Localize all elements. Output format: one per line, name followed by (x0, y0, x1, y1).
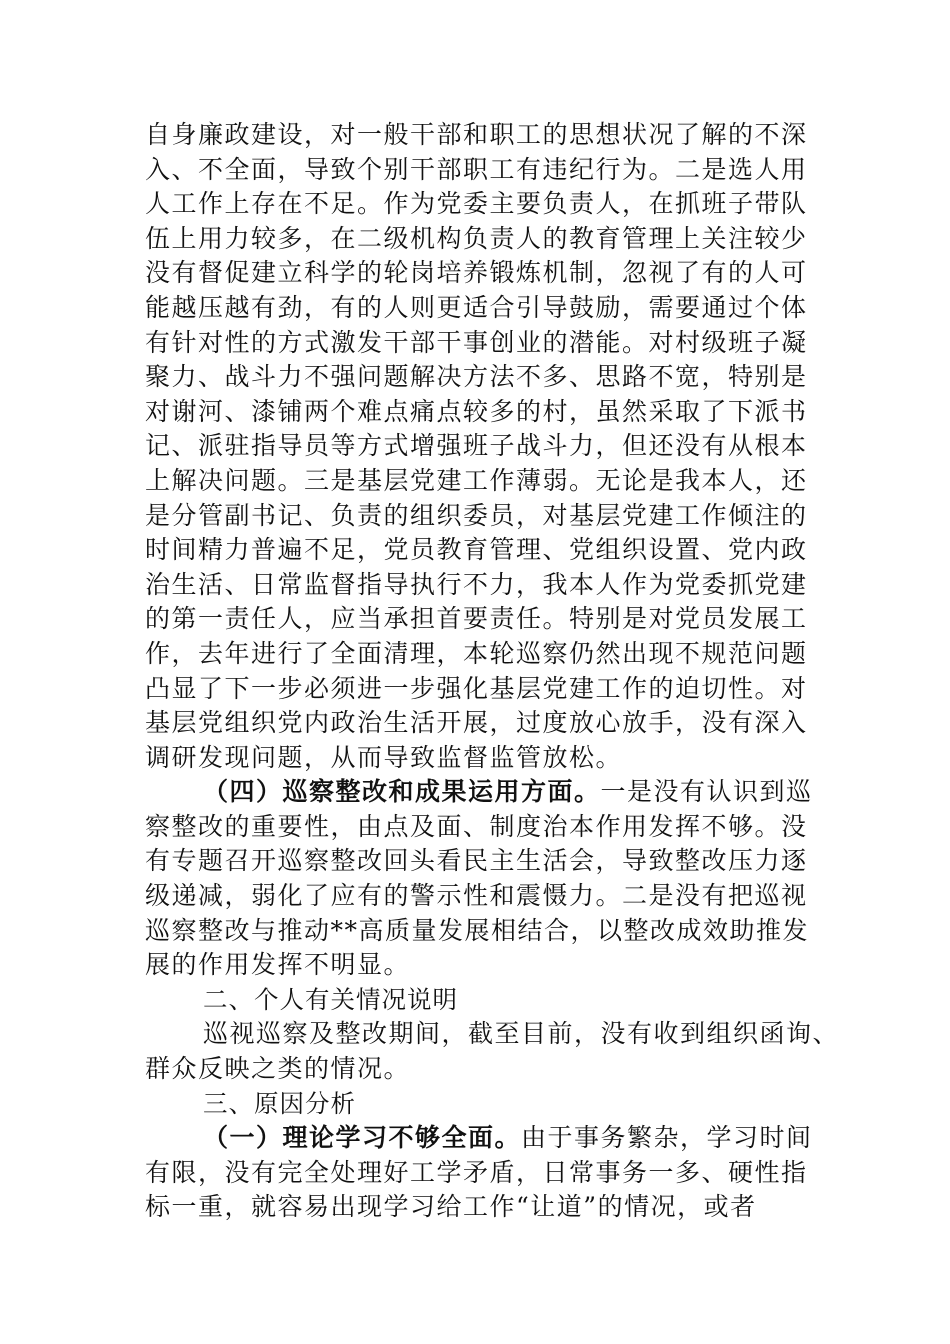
paragraph-line: 的第一责任人，应当承担首要责任。特别是对党员发展工 (145, 604, 808, 634)
paragraph-lead-heading: （一）理论学习不够全面。 (203, 1123, 522, 1153)
paragraph-line: 时间精力普遍不足，党员教育管理、党组织设置、党内政 (145, 535, 808, 565)
paragraph-line: 聚力、战斗力不强问题解决方法不多、思路不宽，特别是 (145, 362, 808, 392)
paragraph-line: 没有督促建立科学的轮岗培养锻炼机制，忽视了有的人可 (145, 258, 808, 288)
paragraph-line: 治生活、日常监督指导执行不力，我本人作为党委抓党建 (145, 569, 808, 599)
paragraph-line: 察整改的重要性，由点及面、制度治本作用发挥不够。没 (145, 811, 808, 841)
section-heading: 三、原因分析 (203, 1088, 356, 1118)
paragraph-line: 伍上用力较多，在二级机构负责人的教育管理上关注较少 (145, 223, 808, 253)
paragraph-first-line (145, 1121, 825, 1156)
paragraph-line: 标一重，就容易出现学习给工作“让道”的情况，或者 (145, 1192, 757, 1222)
paragraph-line: 自身廉政建设，对一般干部和职工的思想状况了解的不深 (145, 120, 808, 149)
paragraph-line: 巡察整改与推动**高质量发展相结合，以整改成效助推发 (145, 915, 810, 945)
paragraph-text: 一是没有认识到巡 (600, 777, 813, 807)
paragraph-line: 级递减，弱化了应有的警示性和震慑力。二是没有把巡视 (145, 881, 808, 911)
paragraph-line: 有限，没有完全处理好工学矛盾，日常事务一多、硬性指 (145, 1157, 808, 1187)
paragraph-line: 基层党组织党内政治生活开展，过度放心放手，没有深入 (145, 708, 808, 738)
paragraph-line: 凸显了下一步必须进一步强化基层党建工作的迫切性。对 (145, 673, 808, 703)
paragraph-line: 有专题召开巡察整改回头看民主生活会，导致整改压力逐 (145, 846, 808, 876)
paragraph-text: 由于事务繁杂，学习时间 (521, 1123, 813, 1153)
paragraph-line: 展的作用发挥不明显。 (145, 950, 411, 980)
paragraph-first-line: 巡视巡察及整改期间，截至目前，没有收到组织函询、 (203, 1019, 840, 1049)
paragraph-line: 对谢河、漆铺两个难点痛点较多的村，虽然采取了下派书 (145, 396, 808, 426)
paragraph-line: 群众反映之类的情况。 (145, 1054, 411, 1084)
paragraph-line: 入、不全面，导致个别干部职工有违纪行为。二是选人用 (145, 154, 808, 184)
paragraph-line: 是分管副书记、负责的组织委员，对基层党建工作倾注的 (145, 500, 808, 530)
paragraph-lead-heading: （四）巡察整改和成果运用方面。 (203, 777, 601, 807)
paragraph-line: 作，去年进行了全面清理，本轮巡察仍然出现不规范问题 (145, 638, 808, 668)
document-body (145, 118, 840, 1225)
paragraph-line: 人工作上存在不足。作为党委主要负责人，在抓班子带队 (145, 189, 808, 219)
section-heading: 二、个人有关情况说明 (203, 984, 458, 1014)
paragraph-line: 上解决问题。三是基层党建工作薄弱。无论是我本人，还 (145, 465, 808, 495)
paragraph-line: 调研发现问题，从而导致监督监管放松。 (145, 742, 623, 772)
paragraph-line: 能越压越有劲，有的人则更适合引导鼓励，需要通过个体 (145, 292, 808, 322)
paragraph-first-line (145, 775, 825, 810)
paragraph-line: 记、派驻指导员等方式增强班子战斗力，但还没有从根本 (145, 431, 808, 461)
paragraph-line: 有针对性的方式激发干部干事创业的潜能。对村级班子凝 (145, 327, 808, 357)
